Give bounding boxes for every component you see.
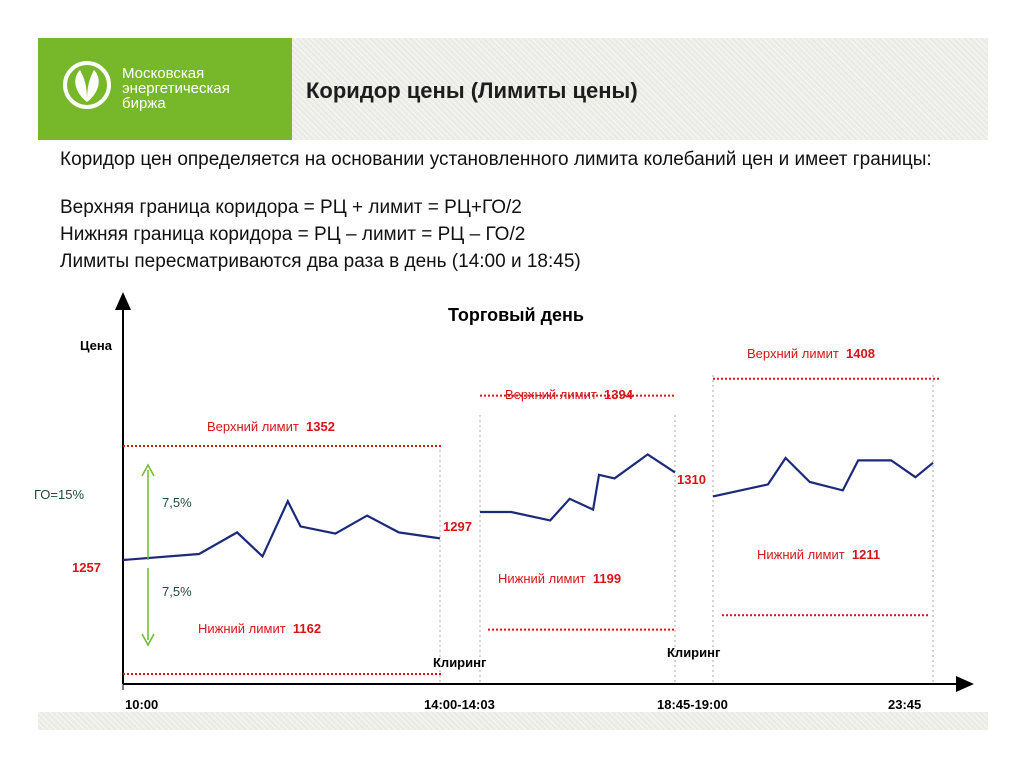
price-line-session-2 [480, 454, 675, 520]
lower-limit-label-3: Нижний лимит 1211 [757, 547, 881, 562]
upper-limit-label-1: Верхний лимит 1352 [207, 419, 335, 434]
x-tick-label-1: 10:00 [125, 697, 159, 712]
logo-line-1: Московская [122, 65, 205, 82]
close-price-label-1: 1297 [443, 519, 472, 534]
pct-down-label: 7,5% [162, 584, 192, 599]
chart-title: Торговый день [448, 305, 584, 325]
page-title: Коридор цены (Лимиты цены) [306, 78, 638, 103]
upper-limit-label-3: Верхний лимит 1408 [747, 346, 875, 361]
go-label: ГО=15% [34, 487, 85, 502]
logo-line-2: энергетическая [122, 80, 230, 97]
lower-limit-label-2: Нижний лимит 1199 [498, 571, 622, 586]
logo-line-3: биржа [122, 95, 166, 112]
x-tick-label-2: 14:00-14:03 [424, 697, 495, 712]
lower-bound-line: Нижняя граница коридора = РЦ – лимит = РЦ – ГО/2 [60, 224, 526, 245]
x-tick-label-4: 23:45 [888, 697, 922, 712]
y-axis-label: Цена [80, 338, 112, 353]
pct-up-label: 7,5% [162, 495, 192, 510]
x-tick-label-3: 18:45-19:00 [657, 697, 728, 712]
intro-paragraph: Коридор цен определяется на основании установленного лимита колебаний цен и имеет границы: [60, 149, 932, 170]
start-price-label: 1257 [72, 560, 101, 575]
lower-limit-label-1: Нижний лимит 1162 [198, 621, 322, 636]
price-line-session-3 [713, 458, 933, 496]
upper-limit-label-2: Верхний лимит 1394 [505, 387, 633, 402]
review-times-line: Лимиты пересматриваются два раза в день (14:00 и 18:45) [60, 251, 581, 272]
upper-bound-line: Верхняя граница коридора = РЦ + лимит = РЦ+ГО/2 [60, 197, 522, 218]
price-line-session-1 [123, 501, 440, 560]
close-price-label-2: 1310 [677, 472, 706, 487]
clearing-label-2: Клиринг [667, 645, 721, 660]
clearing-label-1: Клиринг [433, 655, 487, 670]
